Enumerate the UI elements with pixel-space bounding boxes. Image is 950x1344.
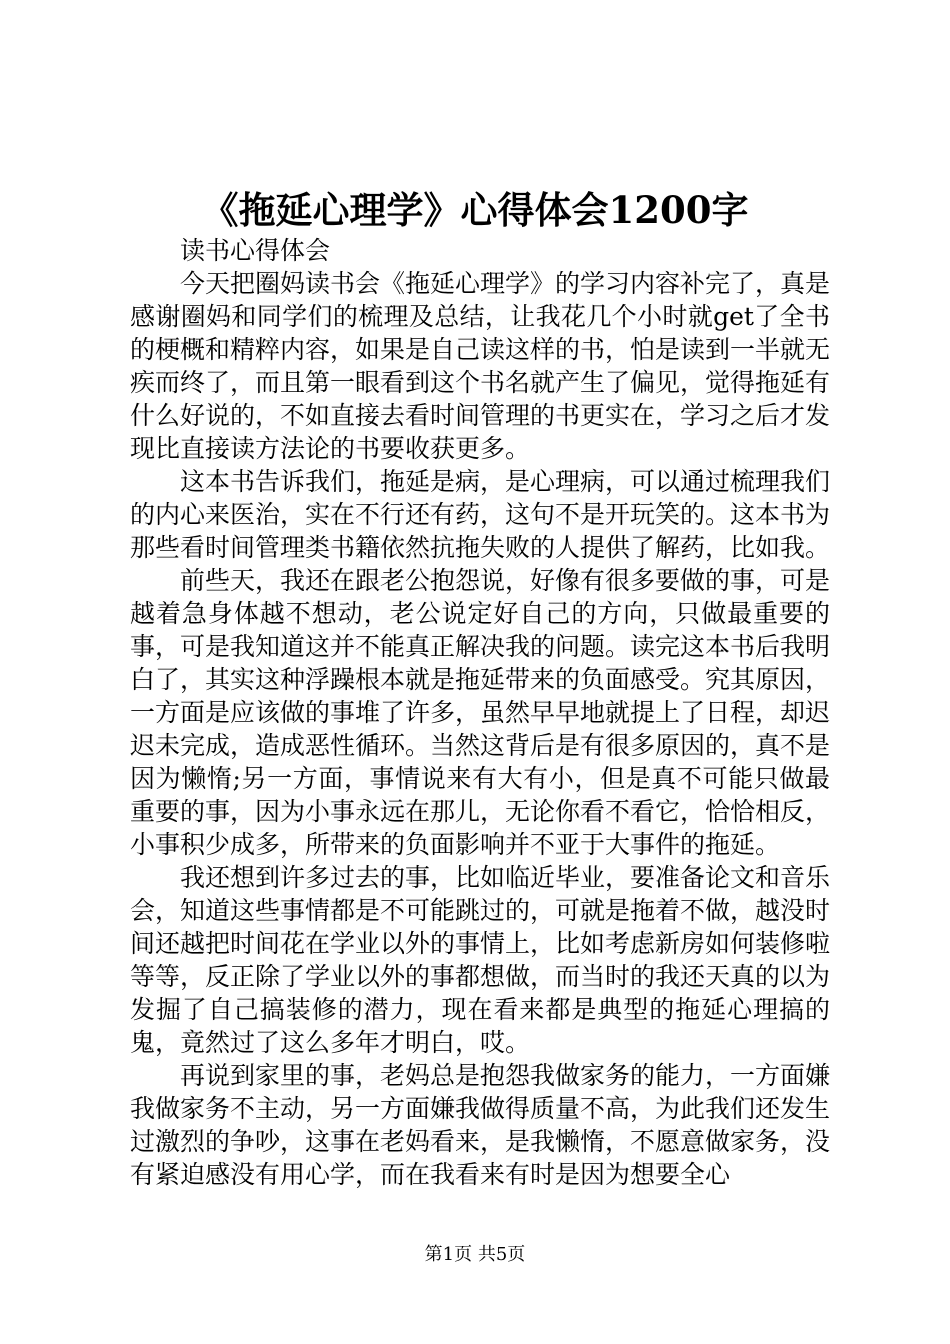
paragraph-5: 再说到家里的事，老妈总是抱怨我做家务的能力，一方面嫌我做家务不主动，另一方面嫌我做得质量不高，为此我们还发生过激烈的争吵，这事在老妈看来，是我懒惰，不愿意做家务，没有紧迫感没有用心学，而在我看来有时是因为想要全心 bbox=[130, 1061, 831, 1189]
document-title: 《拖延心理学》心得体会1200字 bbox=[201, 188, 749, 232]
paragraph-3: 前些天，我还在跟老公抱怨说，好像有很多要做的事，可是越着急身体越不想动，老公说定好自己的方向，只做最重要的事，可是我知道这并不能真正解决我的问题。读完这本书后我明白了，其实这种浮躁根本就是拖延带来的负面感受。究其原因，一方面是应该做的事堆了许多，虽然早早地就提上了日程，却迟迟未完成，造成恶性循环。当然这背后是有很多原因的，真不是因为懒惰;另一方面，事情说来有大有小，但是真不可能只做最重要的事，因为小事永远在那儿，无论你看不看它，恰恰相反，小事积少成多，所带来的负面影响并不亚于大事件的拖延。 bbox=[130, 566, 831, 859]
document-subtitle: 读书心得体会 bbox=[180, 236, 331, 265]
paragraph-4: 我还想到许多过去的事，比如临近毕业，要准备论文和音乐会，知道这些事情都是不可能跳过的，可就是拖着不做，越没时间还越把时间花在学业以外的事情上，比如考虑新房如何装修啦等等，反正除了学业以外的事都想做，而当时的我还天真的以为发掘了自己搞装修的潜力，现在看来都是典型的拖延心理搞的鬼，竟然过了这么多年才明白，哎。 bbox=[130, 863, 831, 1057]
paragraph-1: 今天把圈妈读书会《拖延心理学》的学习内容补完了，真是感谢圈妈和同学们的梳理及总结，让我花几个小时就get了全书的梗概和精粹内容，如果是自己读这样的书，怕是读到一半就无疾而终了，而且第一眼看到这个书名就产生了偏见，觉得拖延有什么好说的，不如直接去看时间管理的书更实在，学习之后才发现比直接读方法论的书要收获更多。 bbox=[130, 269, 831, 463]
page-number-footer: 第1页 共5页 bbox=[424, 1244, 526, 1265]
document-body bbox=[130, 234, 830, 1191]
paragraph-2: 这本书告诉我们，拖延是病，是心理病，可以通过梳理我们的内心来医治，实在不行还有药，这句不是开玩笑的。这本书为那些看时间管理类书籍依然抗拖失败的人提供了解药，比如我。 bbox=[130, 467, 831, 562]
